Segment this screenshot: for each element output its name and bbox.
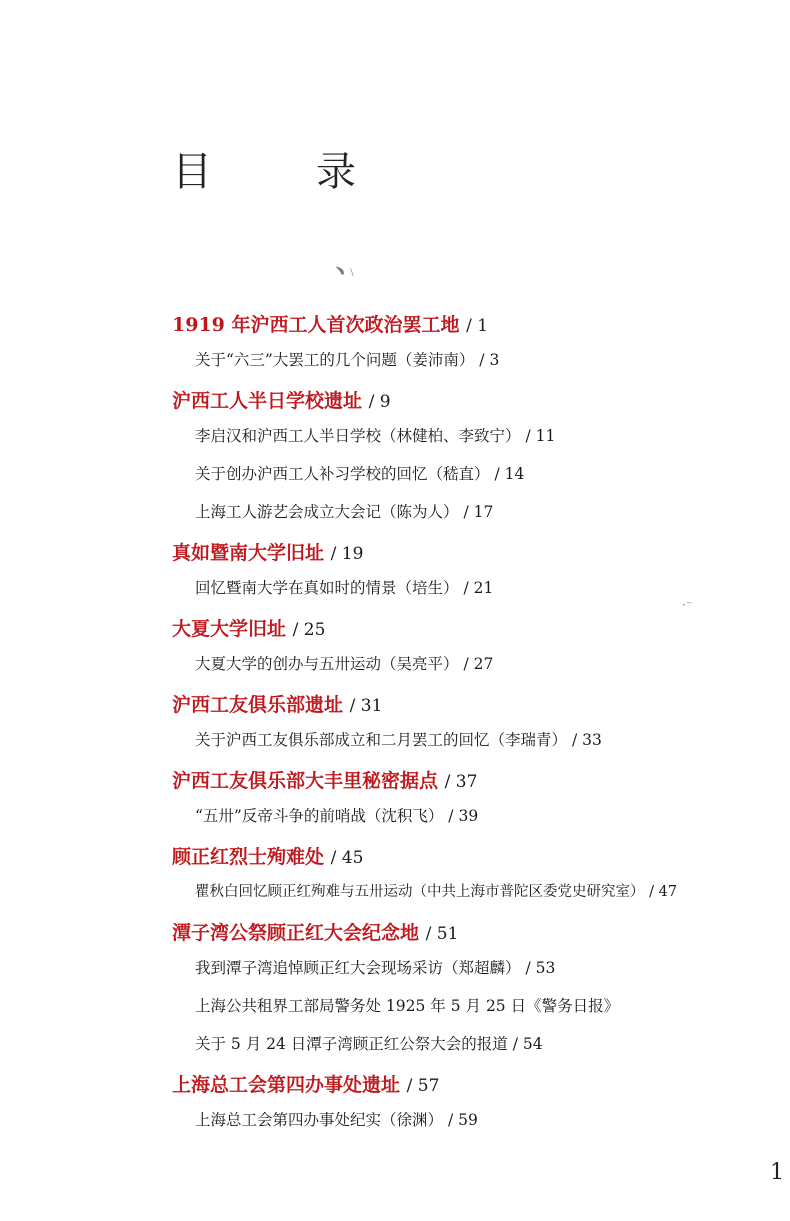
toc-separator: / bbox=[494, 465, 505, 483]
toc-separator: / bbox=[448, 807, 459, 825]
toc-article-entry[interactable] bbox=[195, 652, 493, 674]
toc-entry-text: 上海总工会第四办事处遗址 bbox=[172, 1074, 401, 1096]
toc-separator: / bbox=[525, 427, 536, 445]
toc-article-entry[interactable] bbox=[195, 956, 555, 978]
toc-section-entry[interactable] bbox=[172, 386, 391, 413]
toc-entry-text: 李启汉和沪西工人半日学校（林健柏、李致宁） bbox=[195, 427, 521, 445]
toc-separator: / bbox=[292, 620, 304, 640]
toc-entry-text: 真如暨南大学旧址 bbox=[172, 542, 325, 564]
toc-section-entry[interactable] bbox=[172, 538, 363, 565]
ink-mark: ·⁻ bbox=[682, 598, 693, 612]
toc-page-number: 57 bbox=[417, 1076, 440, 1096]
toc-separator: / bbox=[444, 772, 456, 792]
toc-separator: / bbox=[463, 655, 474, 673]
toc-separator: / bbox=[571, 731, 583, 749]
toc-section-entry[interactable] bbox=[172, 842, 363, 869]
toc-page-number: 3 bbox=[489, 351, 500, 369]
toc-entry-text: 关于 5 月 24 日潭子湾顾正红公祭大会的报道 bbox=[195, 1035, 508, 1053]
toc-entry-text: “五卅”反帝斗争的前哨战（沈积飞） bbox=[195, 807, 444, 825]
toc-separator: / bbox=[525, 959, 536, 977]
toc-article-entry[interactable] bbox=[195, 500, 493, 522]
toc-separator: / bbox=[368, 392, 380, 412]
toc-page-number: 9 bbox=[379, 392, 391, 412]
toc-page-number: 25 bbox=[303, 620, 326, 640]
toc-page-number: 14 bbox=[504, 465, 525, 483]
toc-page-number: 45 bbox=[341, 848, 364, 868]
page-number: 1 bbox=[770, 1160, 784, 1185]
toc-entry-text: 关于“六三”大罢工的几个问题（姜沛南） bbox=[195, 351, 475, 369]
toc-entry-text: 沪西工友俱乐部遗址 bbox=[172, 694, 344, 716]
toc-page-number: 37 bbox=[455, 772, 478, 792]
toc-entry-text: 沪西工友俱乐部大丰里秘密据点 bbox=[172, 770, 439, 792]
toc-page-number: 21 bbox=[473, 579, 494, 597]
toc-section-entry[interactable] bbox=[172, 918, 458, 945]
toc-entry-text: 回忆暨南大学在真如时的情景（培生） bbox=[195, 579, 459, 597]
toc-entry-text: 关于创办沪西工人补习学校的回忆（嵇直） bbox=[195, 465, 490, 483]
toc-page-number: 27 bbox=[473, 655, 494, 673]
toc-separator: / bbox=[463, 503, 474, 521]
toc-page-number: 33 bbox=[582, 731, 602, 749]
toc-entry-text: 1919 年沪西工人首次政治罢工地 bbox=[172, 314, 460, 336]
toc-page-number: 47 bbox=[658, 884, 678, 900]
toc-entry-text: 大夏大学旧址 bbox=[172, 618, 287, 640]
toc-page-number: 39 bbox=[458, 807, 479, 825]
toc-entry-text: 瞿秋白回忆顾正红殉难与五卅运动（中共上海市普陀区委党史研究室） bbox=[195, 884, 645, 900]
toc-entry-text: 上海总工会第四办事处纪实（徐渊） bbox=[195, 1111, 444, 1129]
toc-page-number: 1 bbox=[477, 316, 489, 336]
toc-entry-text: 关于沪西工友俱乐部成立和二月罢工的回忆（李瑞青） bbox=[195, 731, 568, 749]
toc-article-entry[interactable] bbox=[195, 880, 677, 901]
toc-page-number: 19 bbox=[341, 544, 364, 564]
toc-article-entry[interactable] bbox=[195, 424, 555, 446]
toc-separator: / bbox=[649, 884, 659, 900]
toc-article-entry[interactable] bbox=[195, 728, 602, 750]
toc-entry-text: 上海公共租界工部局警务处 1925 年 5 月 25 日《警务日报》 bbox=[195, 997, 620, 1015]
toc-page-number: 11 bbox=[535, 427, 556, 445]
toc-separator: / bbox=[463, 579, 474, 597]
toc-page-number: 54 bbox=[522, 1035, 543, 1053]
toc-section-entry[interactable] bbox=[172, 1070, 439, 1097]
toc-section-entry[interactable] bbox=[172, 310, 488, 337]
toc-entry-text: 大夏大学的创办与五卅运动（吴亮平） bbox=[195, 655, 459, 673]
toc-entry-text: 上海工人游艺会成立大会记（陈为人） bbox=[195, 503, 459, 521]
toc-article-entry[interactable] bbox=[195, 462, 524, 484]
toc-separator: / bbox=[512, 1035, 523, 1053]
toc-page-number: 59 bbox=[458, 1111, 478, 1129]
toc-section-entry[interactable] bbox=[172, 690, 382, 717]
toc-section-entry[interactable] bbox=[172, 766, 477, 793]
toc-section-entry[interactable] bbox=[172, 614, 325, 641]
toc-separator: / bbox=[425, 924, 437, 944]
toc-page-number: 31 bbox=[360, 696, 383, 716]
toc-article-entry[interactable] bbox=[195, 994, 619, 1016]
toc-page-number: 51 bbox=[436, 924, 459, 944]
toc-entry-text: 沪西工人半日学校遗址 bbox=[172, 390, 363, 412]
toc-article-entry[interactable] bbox=[195, 1108, 478, 1130]
toc-article-entry[interactable] bbox=[195, 1032, 543, 1054]
toc-page-number: 17 bbox=[473, 503, 494, 521]
toc-separator: / bbox=[466, 316, 478, 336]
toc-article-entry[interactable] bbox=[195, 348, 499, 370]
page-title: 目 录 bbox=[172, 149, 388, 195]
toc-separator: / bbox=[349, 696, 361, 716]
toc-separator: / bbox=[406, 1076, 418, 1096]
toc-article-entry[interactable] bbox=[195, 804, 478, 826]
ink-mark: ﹅﹨ bbox=[334, 264, 359, 278]
toc-entry-text: 潭子湾公祭顾正红大会纪念地 bbox=[172, 922, 420, 944]
toc-article-entry[interactable] bbox=[195, 576, 493, 598]
toc-separator: / bbox=[447, 1111, 459, 1129]
toc-separator: / bbox=[330, 848, 342, 868]
toc-entry-text: 顾正红烈士殉难处 bbox=[172, 846, 325, 868]
toc-separator: / bbox=[330, 544, 342, 564]
toc-entry-text: 我到潭子湾追悼顾正红大会现场采访（郑超麟） bbox=[195, 959, 521, 977]
toc-separator: / bbox=[479, 351, 490, 369]
toc-page-number: 53 bbox=[535, 959, 556, 977]
